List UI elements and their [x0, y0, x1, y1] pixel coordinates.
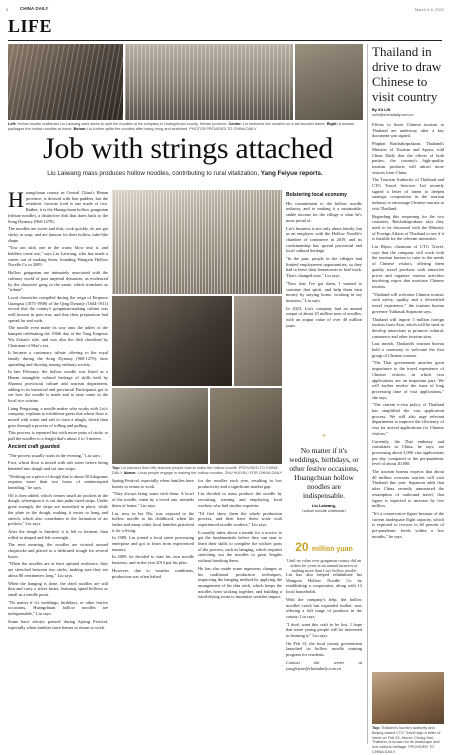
sidebar-headline: Thailand in drive to draw Chinese to visit country — [372, 44, 442, 104]
paragraph: Spring Festival, especially when families have homes to return to work. — [112, 478, 194, 489]
pull-quote — [286, 434, 362, 513]
paragraph: With the company's help, the hollow noodles' reach has expanded further, now offering a full range of products in the county, Liu says. — [286, 596, 362, 619]
paragraph: First, wheat flour is mixed with salt water before being kneaded into dough and cut into strips. — [8, 460, 108, 471]
paragraph: "Now that I've got them, I wanted to continue that spirit, and help them earn money by staying home, working in my business," Liu says. — [286, 280, 362, 303]
quote-attribution: Liu Laiwang, hollow noodle craftsman — [302, 503, 346, 513]
paragraph: "The current e-visa policy of Thailand has simplified the visa application process. We will also urge relevant departments to improve the efficiency of visa for arrival applications for Chinese visitors." — [372, 402, 444, 436]
stat-number: 20 million yuan — [295, 540, 353, 554]
page-number: 8 — [6, 7, 9, 12]
paragraph: uangchuan county in Central China's Henan province, is dressed with fine paddies, but the residents' favorite food is one made of rice. Rather, it is the Huangchuan hollow gongmian (tribute noodle), a distinctive dish that dates back to the Song Dynasty (960-1279). — [8, 190, 108, 224]
paragraph: It usually takes about a month for a novice to get the fundamentals before they can start to learn their skills to complete the trickier parts of the process, such as hanging, which requires stretching out the noodles to great lengths without breaking them. — [198, 529, 282, 564]
paragraph: Hollow gongmian are intimately associated with the culinary world of past imperial dynasties, as evidenced by the character gong in the name, which translates as "tribute". — [8, 270, 108, 293]
paragraph: "I'd first show them the whole production process, and then have them work with experienced noodle workers," Liu says. — [198, 510, 282, 527]
paragraph: Efforts to boost Chinese tourism to Thailand are underway after a key document was signed. — [372, 122, 444, 139]
writer-contact: Contact the writer at yangfeiyue@chinadaily.com.cn — [286, 659, 362, 671]
paragraph: "No matter if it's weddings, birthdays, or other festive occasions, Huangchuan hollow noodles are indispensable," Liu says. — [8, 599, 108, 617]
paragraph: Oil is then added, which creates small air pockets in the dough, whereupon it is cut into palm-sized strips. Under great strength, the strips are smoothed in place, while the plate in the dough, making it easier to hang and stretch, which also contributes to the formation of air pockets," Liu says. — [8, 492, 108, 527]
paragraph: After the dough is finished, it is left to ferment, then rolled in shaped and left overnight. — [8, 528, 108, 540]
article-column-4-continued — [286, 572, 362, 740]
stat-description: Until no value over gongmian county did an orders for years at an annual turnover of making more than Liu's hollow noodle — [286, 558, 362, 574]
column-divider — [367, 44, 368, 744]
article-column-2 — [112, 478, 194, 740]
paragraph: The next morning, the noodles are twisted around chopsticks and placed in a dedicated trough for several hours. — [8, 542, 108, 559]
photo-packaging — [295, 44, 363, 120]
photo-noodle-splitting — [8, 44, 123, 120]
paragraph: Liu Bijun, chairman of CTG Travel, says that the company will work with the tourism bureau to cater to the needs of Chinese visitors, offering them quality travel products with attractive prices and organize various activities involving expos that motivate Chinese tourists. — [372, 244, 444, 289]
paragraph: It became a customary tribute offering to the royal family during the Song Dynasty (960-1279), later spreading and thriving among ordinary society. — [8, 350, 108, 367]
photo-making-noodles — [112, 388, 208, 464]
paragraph: In late February, the hollow noodle was listed as a Henan intangible cultural heritage of skills held by Shaanxi provincial culture and tourism department, adding to its historical and provincial Participants got to see how the noodle is made and to taste some in the local rice cuisine. — [8, 369, 108, 403]
paragraph: Some have always praised during Spring Festival, especially when families have homes to return to work. — [8, 618, 108, 630]
top-photo-caption: Left: Hollow noodle craftsman Liu Laiwang uses sticks to split the noodles at his company in Huangchuan county, Henan province. Center: Liu stretches the noodles on a tall wooden frame. Right: A woman packages the hollow noodles at home. Below: Liu further splits the noodles after being hung and stretched. PHOTOS PROVIDED TO CHINA DAILY — [8, 122, 355, 131]
paragraph: The noodle even made its way onto the tables of the banquet celebrating the 100th day of the Tang Empress Wu Zetian's rule, and was also the dish cherished by Chairman of Mao's era. — [8, 325, 108, 348]
paragraph: "I don't want this craft to be lost. I hope that more young people will be interested in learning it," Liu says. — [286, 621, 362, 639]
paragraph: "In the past, people in the villages had limited employment opportunities, so they had to leave their hometowns to find work. That's changed now," Liu says. — [286, 256, 362, 279]
photo-noodle-frame — [125, 44, 293, 120]
photo-hanging-noodles — [112, 190, 282, 294]
paragraph: On Feb 13, the local county government launched its hollow noodle training program for residents. — [286, 640, 362, 658]
sidebar-body — [372, 122, 444, 668]
section-rule — [8, 40, 442, 41]
paragraph: "The Thai government attaches great importance to the travel experience of Chinese visitors, in which visa applications are an important part. We will further resolve the issue of long processing time of visa applications," she says. — [372, 360, 444, 400]
article-deck: Liu Laiwang mass produces hollow noodles, contributing to rural vitalization, Yang Feiyue reports. — [47, 170, 323, 177]
article-column-3 — [198, 478, 282, 740]
paragraph: The noodles are sweet and thin, cook quickly, do not get sticky in soup, and are famous for their hollow, tube-like shape. — [8, 226, 108, 243]
photo-local-people — [210, 388, 282, 464]
paragraph: for the noodles each year, resulting in low productivity and a significant market gap. — [198, 478, 282, 489]
paragraph: "Working on a piece of dough that is about 50 kilograms requires more than two hours of uninterrupted kneading," he says. — [8, 473, 108, 491]
paragraph: Liang Pengxiang, a noodle maker who works with Liu's company, explains to exhibition-goers that wheat flour is mixed with water and salt to form a dough, which then goes through a process of rolling and pulling. — [8, 405, 108, 428]
paragraph: "It's a conservative figure because of the current inadequate flight capacity, which is expected to recover to 60 percent of pre-pandemic levels within a few months," he says. — [372, 511, 444, 539]
subhead-local-economy: Bolstering local economy — [286, 192, 347, 198]
paragraph: Liu, now in his 50s, was exposed to the hollow noodle in his childhood, when his father and many other local families practiced it for a living. — [112, 510, 194, 533]
issue-date: March 4-5, 2023 — [414, 7, 444, 12]
paragraph: In 2023, Liu's company had an annual output of about 10 million tons of noodles, with an output value of over 40 million yuan. — [286, 305, 362, 328]
paragraph: Local chronicles compiled during the reign of Emperor Guangxu (1875-1908) of the Qing Dynasty (1644-1911) record that the county's gongmian-making culture was well known in past eras, and that their preparation had spread far and wide. — [8, 294, 108, 323]
paragraph: Liu has also helped rehabilitate his Wangxin Hollow Noodle Co by establishing a cooperative, along with 13 local households. — [286, 572, 362, 595]
paragraph: However, due to weather conditions, production was often halted — [112, 567, 194, 579]
sidebar-byline: By XU LIN xulin@chinadaily.com.cn — [372, 108, 414, 117]
section-title: LIFE — [8, 16, 53, 36]
paragraph: In 1989, Liu joined a local street processing enterprise and got to learn from experienced masters. — [112, 535, 194, 552]
article-headline: Job with strings attached — [43, 132, 333, 165]
middle-photo-caption: Top: Liu (second from left) teaches people how to make the hollow noodle. PROVIDED TO CHINA DAILY Above: Local people engage in making the hollow noodles. ZHU HUIXIN / FOR CHINA DAILY — [112, 466, 283, 475]
paragraph: "The process usually starts in the evening," Liu says. — [8, 452, 101, 458]
paragraph: His commitment to the hollow noodle industry, and to making it a sustainable, stable income for the village is what he's most proud of. — [286, 200, 362, 223]
paragraph: When the hanging is done, the dried noodles are still thin and carry a silver luster, featuring spiral hollows as small as a needle point. — [8, 580, 108, 597]
paragraph: "They always bring some with them. A bowl of the noodle, eaten by a loved one, reminds them of home," Liu says. — [112, 491, 194, 508]
paragraph: The Tourism Authority of Thailand and CTG Travel Services Ltd recently signed a letter of intent to deepen strategic cooperation in the tourism industry to encourage Chinese tourists to visit Thailand. — [372, 177, 444, 211]
paragraph: Thailand will import 5 million foreign tourists from Asia, which will be used to develop attractions to promote cultural, commerce and other tourism sites. — [372, 316, 444, 339]
paragraph: He has also made some ingenious changes to his traditional production techniques, improving the hanging method by applying the arrangement of his thin stick, which keeps the noodles from sticking together, and building a wind-drying room to minimize weather impact. — [198, 565, 282, 600]
paragraph: Liu's business is not only about family, but as an employer with the Hollow Noodle's chamber of commerce in 2019, and its craftsmanship has spread provincial and local cultural heritage. — [286, 225, 362, 254]
subhead-ancient-craft: Ancient craft guarded — [8, 443, 60, 450]
article-column-1 — [8, 187, 108, 740]
drop-cap: H — [8, 187, 24, 212]
stat-box — [286, 540, 362, 574]
photo-worker — [234, 296, 282, 386]
paragraph: "Thailand will welcome Chinese tourists with safety, quality and a diversified travel experience," the tourism bureau governor Yuthasak Supasorn says. — [372, 291, 444, 314]
paragraph: This process is repeated but with more pairs of sticks to pull the noodles to a length that's about 2 to 3 meters. — [8, 430, 108, 442]
quote-mark-icon: “ — [322, 433, 326, 444]
paragraph: Last month, Thailand's tourism bureau held a ceremony to welcome the first group of Chinese tourists. — [372, 341, 444, 358]
paragraph: Phiphat Ratchakitprakarn, Thailand's Minister of Tourism and Sports, told China Daily that the efforts of both parties, the country's high-quality tourism products will attract more visitors from China. — [372, 141, 444, 175]
article-column-4 — [286, 190, 362, 430]
paragraph: "When the noodles are at their optimal resilience, they are stretched between two sticks, making sure they are about 80 centimeters long." Liu says. — [8, 561, 108, 578]
masthead — [6, 4, 444, 16]
paper-name: CHINA DAILY — [20, 6, 49, 11]
sidebar-photo-caption: Top: Thailand's tourism authority and Beijing-based CTG Travel sign a letter of intent on Feb 23. Above: Chong Mai, Thailand, is known for its landscape and rich cultural heritage. PROVIDED TO CHINA DAILY — [372, 726, 441, 754]
paragraph: Currently, the Thai embassy and consulates in China, he says, are processing about 3,000 visa applications per day, compared to the pre-pandemic level of about 20,000. — [372, 438, 444, 467]
photo-thailand — [372, 672, 444, 724]
paragraph: Liu decided to mass produce the noodle by recruiting, training and employing local workers who had similar expertise. — [198, 491, 282, 508]
paragraph: In 2009, he decided to start his own noodle business, and in the year 2013 put his plan. — [112, 554, 194, 566]
photo-teaching — [112, 296, 232, 386]
paragraph: Regarding this reopening for the two countries, Ratchakitprakarn says they need to be discussed with the Ministry of Foreign Affairs of Thailand to see if it is feasible for the relevant ministries. — [372, 213, 444, 242]
paragraph: "You can stick one in the water, blow into it, and bubbles come out," says Liu Laiwang, who has made a career out of making them, founding Wangxin Hollow Noodle Co in 2009. — [8, 245, 108, 268]
paragraph: The tourism bureau expects that about 40 million overseas tourists will visit Thailand this year. Supasorn adds that after China recently announced the resumption of outbound travel, that figure is expected to increase by five million. — [372, 469, 444, 509]
quote-text: No matter if it's weddings, birthdays, or other festive occasions, Huangchuan hollow noodles are indispensable. — [289, 446, 359, 500]
